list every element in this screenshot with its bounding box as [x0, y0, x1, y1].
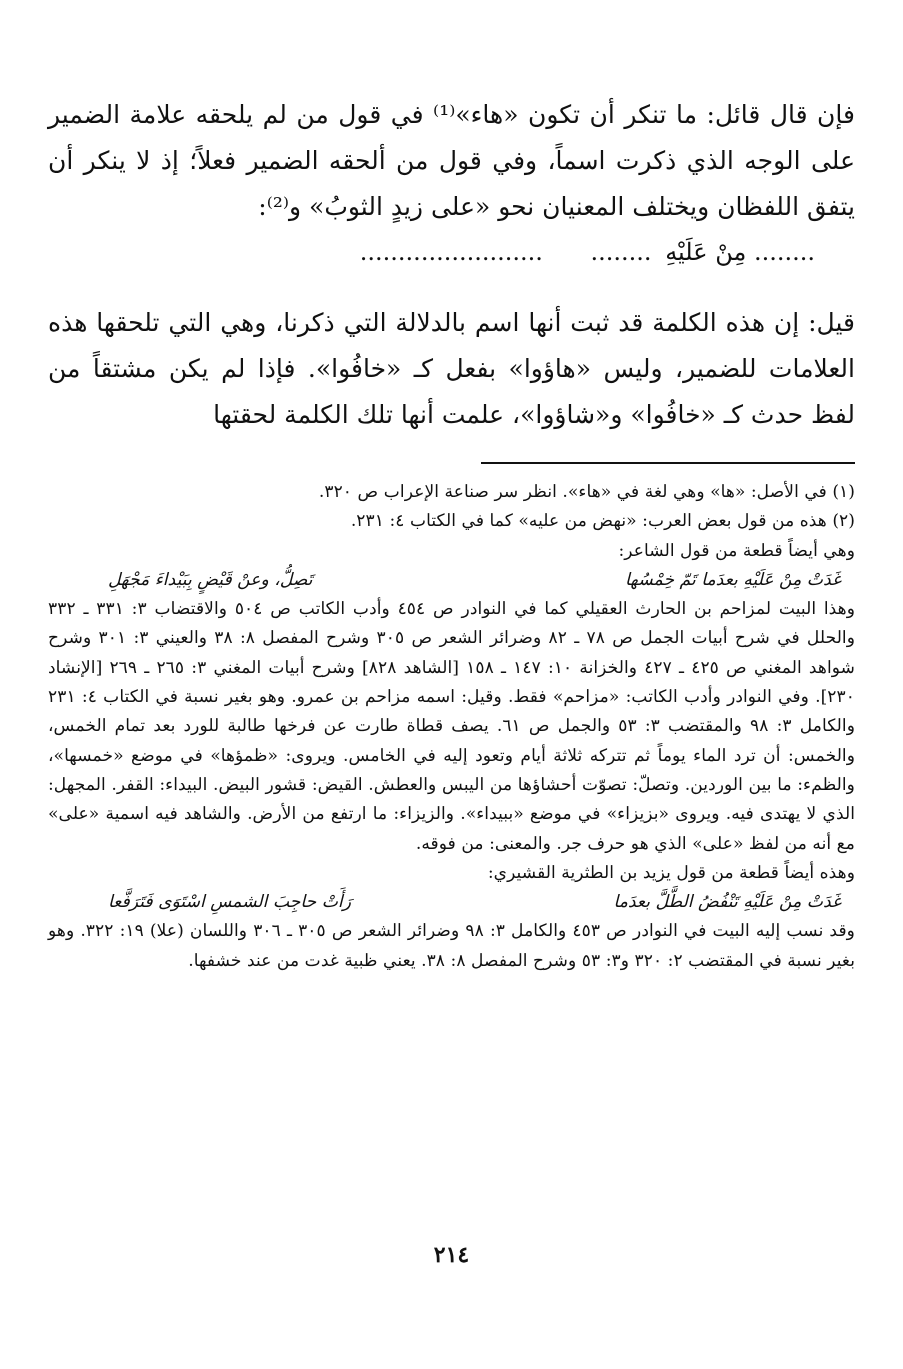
- footnotes: [48, 478, 855, 976]
- verse-2-first-hemistich: غَدَتْ مِنْ عَلَيْهِ تَنْفُضُ الطَّلَّ بعدَما: [613, 892, 841, 913]
- footnote-2-commentary-2: وقد نسب إليه البيت في النوادر ص ٤٥٣ والكامل ٣: ٩٨ وضرائر الشعر ص ٣٠٥ ـ ٣٠٦ واللسان (علا) ١٩: ٣٢٢. وهو بغير نسبة في المقتضب ٢: ٣٢٠ و٣: ٥٣ وشرح المفصل ٨: ٣٨. يعني ظبية غدت من عند خشفها.: [48, 921, 855, 971]
- quotation-line: [48, 230, 855, 274]
- verse-1-second-hemistich: تَصِلُّ، وعنْ قَيْضٍ بِبَيْداءَ مَجْهَلِ: [108, 569, 313, 590]
- footnote-separator: [481, 462, 855, 464]
- quoted-phrase: مِنْ عَلَيْهِ: [665, 238, 747, 266]
- main-text: [48, 92, 855, 438]
- ellipsis-right: ........: [753, 238, 815, 266]
- page-number: ٢١٤: [433, 1242, 470, 1268]
- paragraph-objection: فإن قال قائل: ما تنكر أن تكون «هاء»⁽¹⁾ في قول من لم يلحقه علامة الضمير على الوجه الذي ذكرت اسماً، وفي قول من ألحقه الضمير فعلاً؛ إذ لا ينكر أن يتفق اللفظان ويختلف المعنيان نحو «على زيدٍ الثوبُ» و⁽²⁾:: [48, 100, 855, 221]
- ellipsis-mid: ........: [590, 238, 652, 266]
- footnote-2-intro-2: وهذه أيضاً قطعة من قول يزيد بن الطثرية القشيري:: [487, 862, 855, 883]
- verse-2: [48, 888, 855, 917]
- paragraph-answer: قيل: إن هذه الكلمة قد ثبت أنها اسم بالدلالة التي ذكرنا، وهي التي تلحقها هذه العلامات للضمير، وليس «هاؤوا» بفعل كـ «خافُوا». فإذا لم يكن مشتقاً من لفظ حدث كـ «خافُوا» و«شاؤوا»، علمت أنها تلك الكلمة لحقتها: [48, 308, 855, 429]
- footnote-2-commentary: وهذا البيت لمزاحم بن الحارث العقيلي كما في النوادر ص ٤٥٤ وأدب الكاتب ص ٥٠٤ والاقتضاب ٣: ٣٣١ ـ ٣٣٢ والحلل في شرح أبيات الجمل ص ٧٨ ـ ٨٢ وضرائر الشعر ص ٣٠٥ وشرح المفصل ٨: ٣٨ والعيني ٣: ٣٠١ وشرح شواهد المغني ص ٤٢٥ ـ ٤٢٧ والخزانة ١٠: ١٤٧ ـ ١٥٨ [الشاهد ٨٢٨] وشرح أبيات المغني ٣: ٢٦٥ ـ ٢٦٩ [الإنشاد ٢٣٠]. وفي النوادر وأدب الكاتب: «مزاحم» فقط. وقيل: اسمه مزاحم بن عمرو. وهو بغير نسبة في الكتاب ٤: ٢٣١ والكامل ٣: ٩٨ والمقتضب ٣: ٥٣ والجمل ص ٦١. يصف قطاة طارت عن فرخها طالبة للورد بعد تمام الخمس، والخمس: أن ترد الماء يوماً ثم تتركه ثلاثة أيام وتعود إليه في الخامس. ويروى: «ظمؤها» في موضع «خمسها»، والظمء: ما بين الوردين. وتصلّ: تصوّت أحشاؤها من اليبس والعطش. القيض: قشور البيض. البيداء: القفر. المجهل: الذي لا يهتدى فيه. ويروى «بزيزاء» في موضع «ببيداء». والزيزاء: ما ارتفع من الأرض. والشاهد فيه اسمية «على» مع أنه من لفظ «على» الذي هو حرف جر. والمعنى: من فوقه.: [48, 599, 856, 854]
- verse-1: [48, 566, 855, 595]
- verse-2-second-hemistich: رَأَتْ حاجِبَ الشمسِ اسْتَوَى فَتَرَفَّعا: [108, 892, 351, 913]
- footnote-2: (٢) هذه من قول بعض العرب: «نهض من عليه» كما في الكتاب ٤: ٢٣١.: [350, 511, 855, 532]
- footnote-1: (١) في الأصل: «ها» وهي لغة في «هاء». انظر سر صناعة الإعراب ص ٣٢٠.: [318, 482, 855, 502]
- footnote-2-intro: وهي أيضاً قطعة من قول الشاعر:: [618, 540, 855, 561]
- ellipsis-left: ........................: [359, 238, 543, 266]
- verse-1-first-hemistich: غَدَتْ مِنْ عَلَيْهِ بعدَما تَمّ خِمْسُها: [625, 569, 841, 590]
